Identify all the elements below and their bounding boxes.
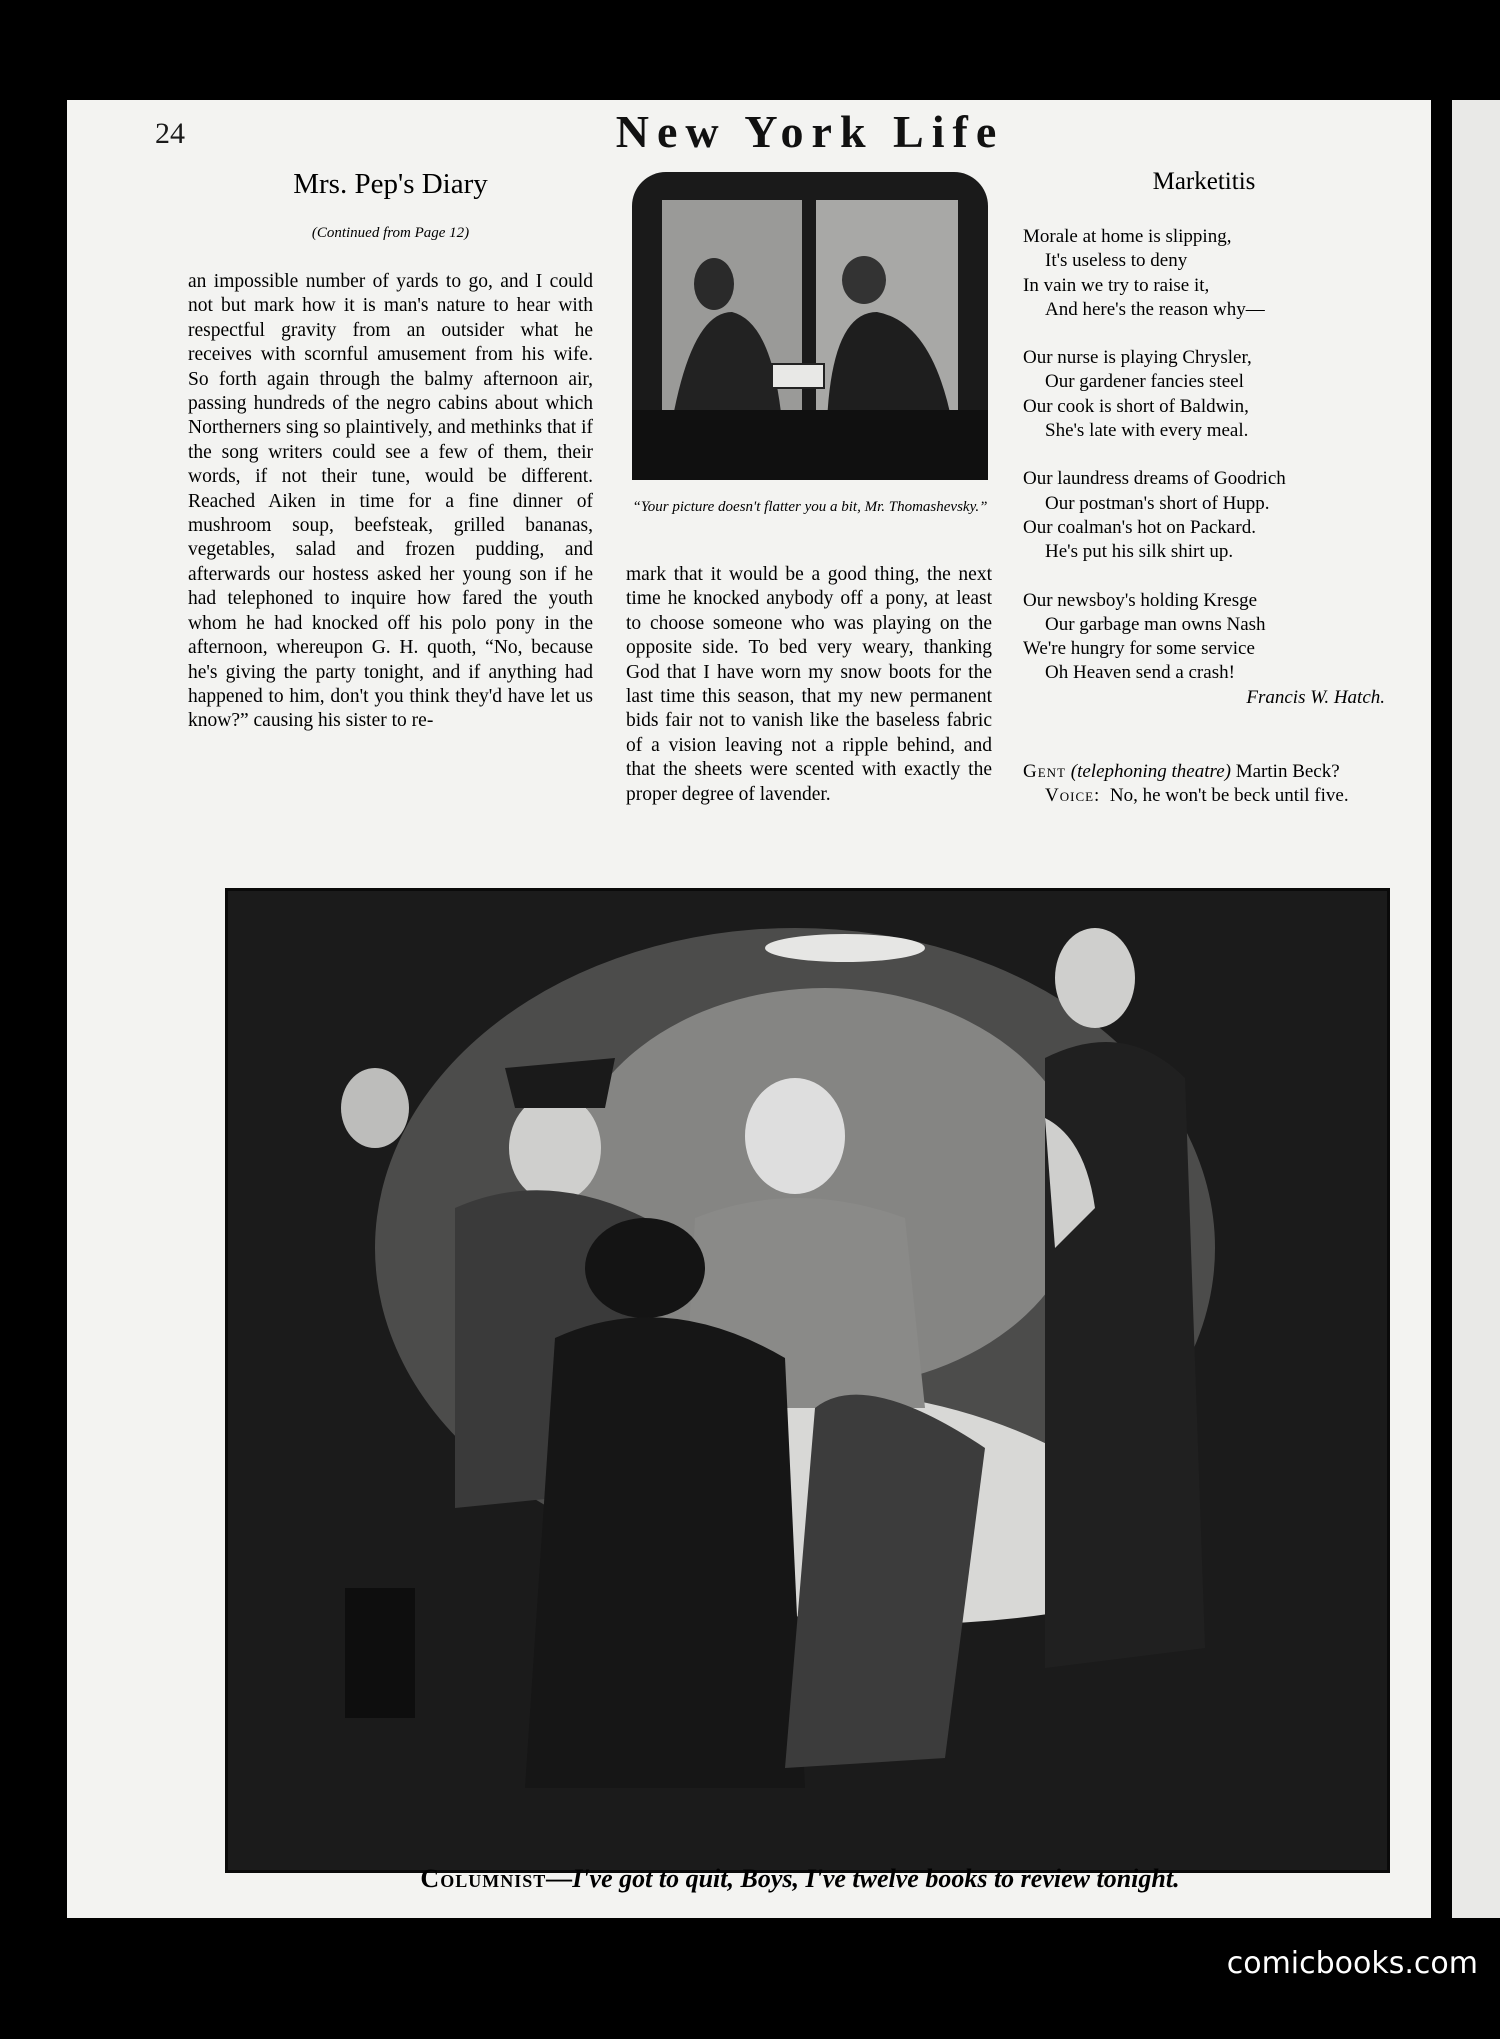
joke-text: Martin Beck? xyxy=(1235,761,1340,782)
facing-page-edge xyxy=(1452,100,1500,1918)
joke-text: No, he won't be beck until five. xyxy=(1109,785,1349,807)
poem-line: Our cook is short of Baldwin, xyxy=(1023,395,1249,417)
joke xyxy=(1023,760,1385,809)
poem-line: And here's the reason why— xyxy=(1045,298,1265,320)
poem-line: Oh Heaven send a crash! xyxy=(1045,662,1235,684)
cartoon-caption xyxy=(150,1864,1450,1894)
joke-speaker: Gent xyxy=(1023,761,1066,782)
continued-note: (Continued from Page 12) xyxy=(311,225,470,241)
poem-stanza xyxy=(1023,589,1385,710)
poem-line: It's useless to deny xyxy=(1045,250,1188,272)
poem-line: We're hungry for some service xyxy=(1023,638,1255,660)
stage-direction: (telephoning theatre) xyxy=(1070,761,1231,782)
car-window-illustration xyxy=(632,172,988,480)
poem-line: Our nurse is playing Chrysler, xyxy=(1023,347,1252,369)
watermark: comicbooks.com xyxy=(1226,1946,1478,1981)
poem-line: She's late with every meal. xyxy=(1045,420,1249,442)
poem-title: Marketitis xyxy=(1152,168,1256,195)
poem-line: Our laundress dreams of Goodrich xyxy=(1023,468,1286,490)
poem-line: Our gardener fancies steel xyxy=(1045,371,1244,393)
diary-paragraph-continued: mark that it would be a good thing, the next time he knocked anybody off a pony, at least to choose someone who was playing on the opposite side. To bed very weary, thanking God that I have worn my snow boots for the last time this season, that my new permanent bids fair not to vanish like the baseless fabric of a vision leaving not a ripple behind, and that the sheets were scented with exactly the proper degree of lavender. xyxy=(626,564,992,805)
story-title: Mrs. Pep's Diary xyxy=(293,168,488,200)
joke-line-1 xyxy=(1023,760,1385,784)
caption-speaker: Columnist xyxy=(420,1864,547,1893)
poem xyxy=(1023,225,1385,710)
poem-line: Our newsboy's holding Kresge xyxy=(1023,589,1258,611)
poem-stanza xyxy=(1023,225,1385,322)
poem-line: He's put his silk shirt up. xyxy=(1045,541,1234,563)
caption-quote: —I've got to quit, Boys, I've twelve books to review tonight. xyxy=(546,1864,1180,1893)
poem-line: In vain we try to raise it, xyxy=(1023,274,1210,296)
joke-line-2 xyxy=(1023,784,1385,808)
poem-line: Our garbage man owns Nash xyxy=(1045,613,1266,635)
diary-paragraph: an impossible number of yards to go, and I could not but mark how it is man's nature to hear with respectful gravity from an outsider what he receives with scornful amusement from his wife. So forth again through the balmy afternoon air, passing hundreds of the negro cabins about which Northerners sing so plaintively, and methinks that if the song writers could see a few of them, their words, if not their tune, would be different. Reached Aiken in time for a fine dinner of mushroom soup, beefsteak, grilled bananas, vegetables, salad and frozen pudding, and afterwards our hostess asked her young son if he had telephoned to inquire how fared the youth whom he had knocked off his polo pony in the afternoon, whereupon G. H. quoth, “No, because he's giving the party tonight, and if anything had happened to him, don't you think they'd have let us know?” causing his sister to re- xyxy=(188,271,593,732)
joke-speaker: Voice: xyxy=(1045,785,1101,807)
poem-line: Our postman's short of Hupp. xyxy=(1045,492,1270,514)
diary-column-1 xyxy=(188,270,593,734)
poem-stanza xyxy=(1023,467,1385,564)
poker-game-illustration xyxy=(225,888,1390,1873)
masthead: New York Life xyxy=(615,106,1005,157)
poem-line: Morale at home is slipping, xyxy=(1023,226,1232,247)
diary-column-2 xyxy=(626,563,992,807)
poem-stanza xyxy=(1023,346,1385,443)
poem-author: Francis W. Hatch. xyxy=(1246,686,1385,708)
illustration-caption: “Your picture doesn't flatter you a bit, Mr. Thomashevsky.” xyxy=(632,499,988,515)
poem-line: Our coalman's hot on Packard. xyxy=(1023,516,1256,538)
page-number: 24 xyxy=(155,117,185,150)
